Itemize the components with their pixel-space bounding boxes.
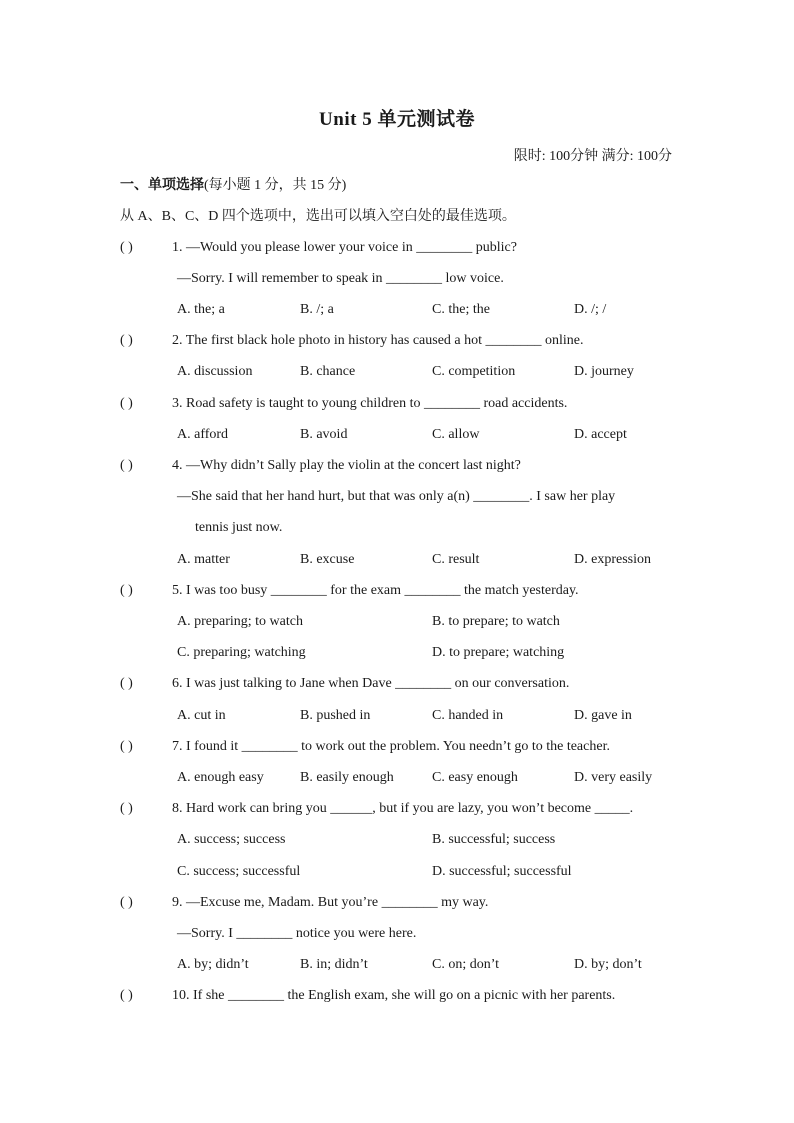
option-c: C. competition xyxy=(432,364,516,379)
option-b: B. in; didn’t xyxy=(300,957,368,972)
question-text-line2: —She said that her hand hurt, but that was only a(n) ________. I saw her play xyxy=(177,489,616,504)
question-number: 8. xyxy=(172,801,183,816)
option-a: A. cut in xyxy=(177,708,226,723)
question-number: 4. xyxy=(172,458,183,473)
option-d: D. to prepare; watching xyxy=(432,645,565,660)
question-3 xyxy=(120,396,567,412)
question-text: Road safety is taught to young children to ________ road accidents. xyxy=(186,396,568,411)
answer-blank[interactable]: ( ) xyxy=(120,895,133,910)
question-text: —Would you please lower your voice in ________ public? xyxy=(186,240,517,255)
option-a: A. matter xyxy=(177,552,230,567)
question-number: 2. xyxy=(172,333,183,348)
question-number: 9. xyxy=(172,895,183,910)
answer-blank[interactable]: ( ) xyxy=(120,801,133,816)
question-text: The first black hole photo in history has caused a hot ________ online. xyxy=(185,333,584,348)
option-d: D. gave in xyxy=(574,708,632,723)
question-8 xyxy=(120,801,633,817)
option-a: A. success; success xyxy=(177,832,286,847)
answer-blank[interactable]: ( ) xyxy=(120,676,133,691)
option-d: D. very easily xyxy=(574,770,653,785)
question-text-line2: —Sorry. I ________ notice you were here. xyxy=(177,926,417,941)
option-c: C. handed in xyxy=(432,708,504,723)
question-text: —Excuse me, Madam. But you’re ________ my way. xyxy=(186,895,489,910)
option-d: D. /; / xyxy=(574,302,607,317)
question-number: 7. xyxy=(172,739,183,754)
answer-blank[interactable]: ( ) xyxy=(120,988,133,1003)
option-b: B. excuse xyxy=(300,552,355,567)
question-9 xyxy=(120,895,488,911)
option-d: D. successful; successful xyxy=(432,864,572,879)
option-c: C. the; the xyxy=(432,302,490,317)
question-2 xyxy=(120,333,584,349)
option-a: A. by; didn’t xyxy=(177,957,249,972)
question-text: I was just talking to Jane when Dave ________ on our conversation. xyxy=(186,676,570,691)
question-number: 1. xyxy=(172,240,183,255)
question-text-line2: —Sorry. I will remember to speak in ________ low voice. xyxy=(177,271,504,286)
time-and-score: 限时: 100分钟 满分: 100分 xyxy=(513,149,672,164)
question-text: I was too busy ________ for the exam ________ the match yesterday. xyxy=(186,583,579,598)
option-a: A. afford xyxy=(177,427,229,442)
question-4 xyxy=(120,458,521,474)
question-6 xyxy=(120,676,569,692)
question-5 xyxy=(120,583,579,599)
question-number: 6. xyxy=(172,676,183,691)
page-title: Unit 5 单元测试卷 xyxy=(319,109,475,130)
option-d: D. expression xyxy=(574,552,651,567)
question-text: Hard work can bring you ______, but if you are lazy, you won’t become _____. xyxy=(186,801,634,816)
answer-blank[interactable]: ( ) xyxy=(120,333,133,348)
option-b: B. pushed in xyxy=(300,708,371,723)
section-title: 一、单项选择 xyxy=(120,178,204,193)
question-number: 5. xyxy=(172,583,183,598)
question-7 xyxy=(120,739,610,755)
answer-blank[interactable]: ( ) xyxy=(120,240,133,255)
instruction: 从 A、B、C、D 四个选项中，选出可以填入空白处的最佳选项。 xyxy=(120,209,516,224)
option-d: D. by; don’t xyxy=(574,957,642,972)
option-c: C. on; don’t xyxy=(432,957,500,972)
option-b: B. /; a xyxy=(300,302,334,317)
section-heading xyxy=(120,174,346,194)
section-points: (每小题 1 分，共 15 分) xyxy=(204,178,347,193)
question-text-line3: tennis just now. xyxy=(195,520,283,535)
question-number: 3. xyxy=(172,396,183,411)
option-d: D. accept xyxy=(574,427,627,442)
option-b: B. to prepare; to watch xyxy=(432,614,560,629)
question-10 xyxy=(120,988,615,1004)
answer-blank[interactable]: ( ) xyxy=(120,739,133,754)
option-a: A. preparing; to watch xyxy=(177,614,303,629)
option-d: D. journey xyxy=(574,364,634,379)
option-a: A. discussion xyxy=(177,364,253,379)
option-b: B. easily enough xyxy=(300,770,394,785)
answer-blank[interactable]: ( ) xyxy=(120,396,133,411)
option-a: A. the; a xyxy=(177,302,225,317)
option-c: C. success; successful xyxy=(177,864,301,879)
question-text: If she ________ the English exam, she will go on a picnic with her parents. xyxy=(193,988,616,1003)
question-text: I found it ________ to work out the problem. You needn’t go to the teacher. xyxy=(186,739,610,754)
question-text: —Why didn’t Sally play the violin at the concert last night? xyxy=(186,458,521,473)
option-c: C. easy enough xyxy=(432,770,518,785)
question-1 xyxy=(120,240,517,256)
option-c: C. result xyxy=(432,552,480,567)
question-number: 10. xyxy=(172,988,190,1003)
answer-blank[interactable]: ( ) xyxy=(120,583,133,598)
option-b: B. chance xyxy=(300,364,356,379)
option-c: C. allow xyxy=(432,427,480,442)
option-c: C. preparing; watching xyxy=(177,645,306,660)
option-a: A. enough easy xyxy=(177,770,264,785)
answer-blank[interactable]: ( ) xyxy=(120,458,133,473)
option-b: B. successful; success xyxy=(432,832,556,847)
option-b: B. avoid xyxy=(300,427,348,442)
